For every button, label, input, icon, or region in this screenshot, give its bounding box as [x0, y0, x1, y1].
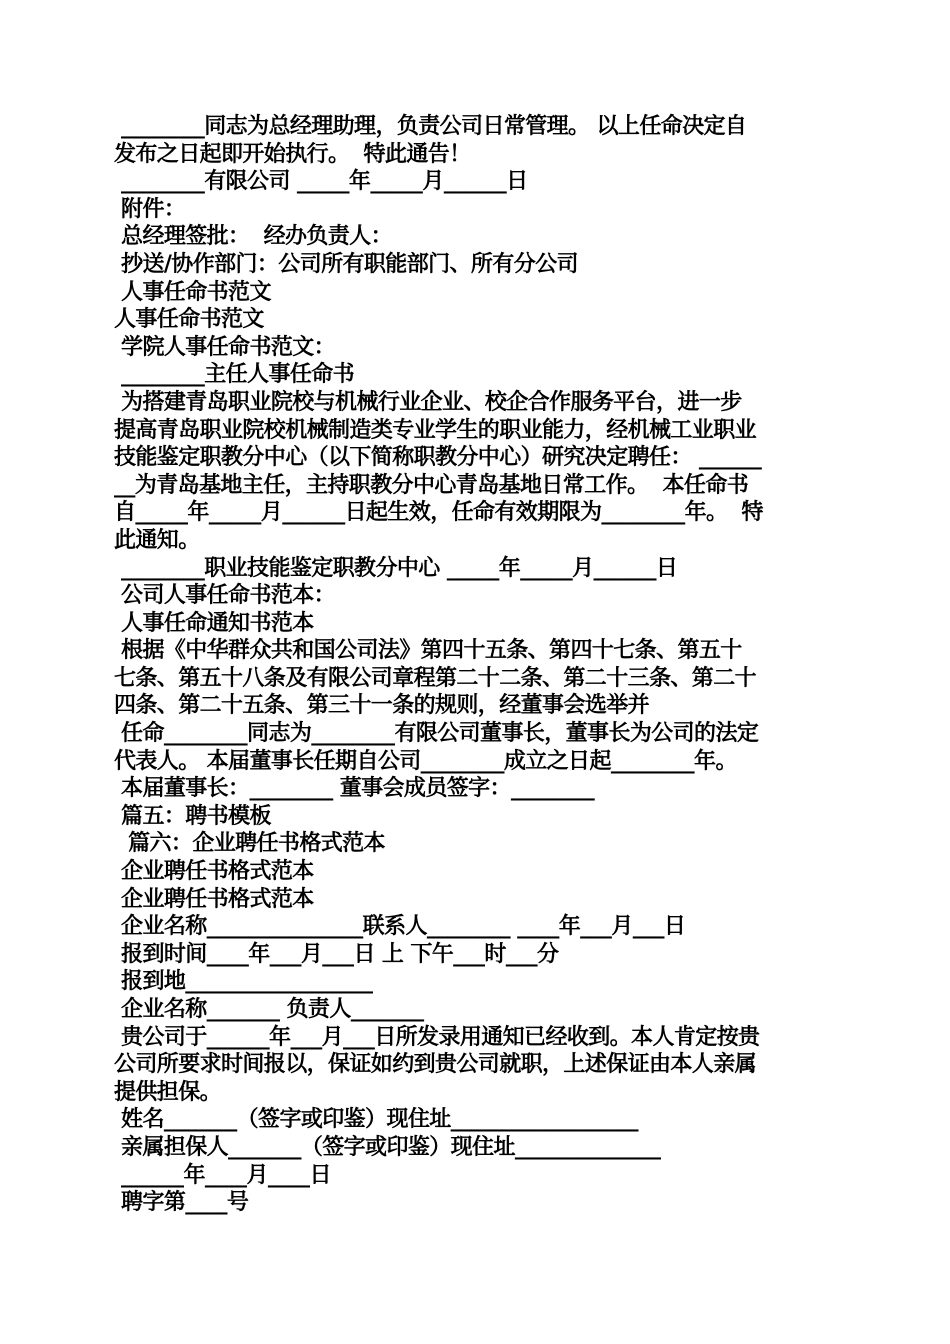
text-line: 企业名称_______ 负责人_______	[114, 997, 424, 1022]
text-line: 为搭建青岛职业院校与机械行业企业、校企合作服务平台，进一步	[114, 389, 742, 415]
text-line: 附件：	[114, 196, 186, 222]
text-line: 此通知。	[114, 527, 200, 553]
text-line: 人事任命书范文	[114, 279, 271, 305]
text-line: 技能鉴定职教分中心（以下简称职教分中心）研究决定聘任： ______	[114, 445, 762, 471]
text-line: ________主任人事任命书	[114, 362, 355, 388]
text-line: 抄送/协作部门：公司所有职能部门、所有分公司	[114, 251, 578, 277]
text-line: 贵公司于______年___月___日所发录用通知已经收到。本人肯定按贵	[114, 1024, 760, 1050]
text-line: ________职业技能鉴定职教分中心 _____年_____月______日	[114, 555, 678, 581]
text-line: 企业名称_______________联系人________ ____年___月___日	[114, 914, 686, 940]
text-line: 任命________同志为________有限公司董事长，董事长为公司的法定	[114, 721, 759, 747]
text-line: 亲属担保人_______（签字或印鉴）现住址______________	[114, 1134, 661, 1160]
text-line: 报到地__________________	[114, 969, 373, 995]
text-line: 四条、第二十五条、第三十一条的规则，经董事会选举并	[114, 693, 650, 719]
text-line: 篇五：聘书模板	[114, 803, 271, 829]
text-line: 发布之日起即开始执行。 特此通告！	[114, 141, 471, 167]
document-body	[114, 113, 838, 1217]
text-line: 提供担保。	[114, 1079, 222, 1105]
text-line: __为青岛基地主任，主持职教分中心青岛基地日常工作。 本任命书	[114, 472, 749, 498]
text-line: 公司所要求时间报以，保证如约到贵公司就职，上述保证由本人亲属	[114, 1052, 757, 1078]
text-line: 提高青岛职业院校机械制造类专业学生的职业能力，经机械工业职业	[114, 417, 757, 443]
text-line: 公司人事任命书范本：	[114, 583, 336, 609]
text-line: 企业聘任书格式范本	[114, 859, 314, 885]
text-line: 人事任命通知书范本	[114, 610, 314, 636]
text-line: 聘字第____号	[114, 1190, 249, 1216]
text-line: ________同志为总经理助理，负责公司日常管理。 以上任命决定自	[114, 114, 747, 139]
text-line: 七条、第五十八条及有限公司章程第二十二条、第二十三条、第二十	[114, 665, 757, 691]
text-line: ________有限公司 _____年_____月______日	[114, 169, 528, 195]
text-line: ______年____月____日	[114, 1162, 331, 1188]
text-line: 自_____年_____月______日起生效，任命有效期限为________年。 特	[114, 500, 763, 526]
text-line: 人事任命书范文	[114, 307, 264, 333]
text-line: 学院人事任命书范文：	[114, 334, 336, 360]
text-line: 本届董事长：________ 董事会成员签字：________	[114, 776, 595, 802]
text-line: 姓名_______（签字或印鉴）现住址__________________	[114, 1107, 638, 1133]
text-line: 代表人。 本届董事长任期自公司________成立之日起________年。	[114, 748, 737, 774]
text-line: 总经理签批： 经办负责人：	[114, 224, 392, 250]
text-line: 根据《中华群众共和国公司法》第四十五条、第四十七条、第五十	[114, 638, 742, 664]
text-line: 报到时间____年___月___日 上 下午___时___分	[114, 941, 559, 967]
text-line: 企业聘任书格式范本	[114, 886, 314, 912]
text-line: 篇六：企业聘任书格式范本	[114, 831, 385, 857]
